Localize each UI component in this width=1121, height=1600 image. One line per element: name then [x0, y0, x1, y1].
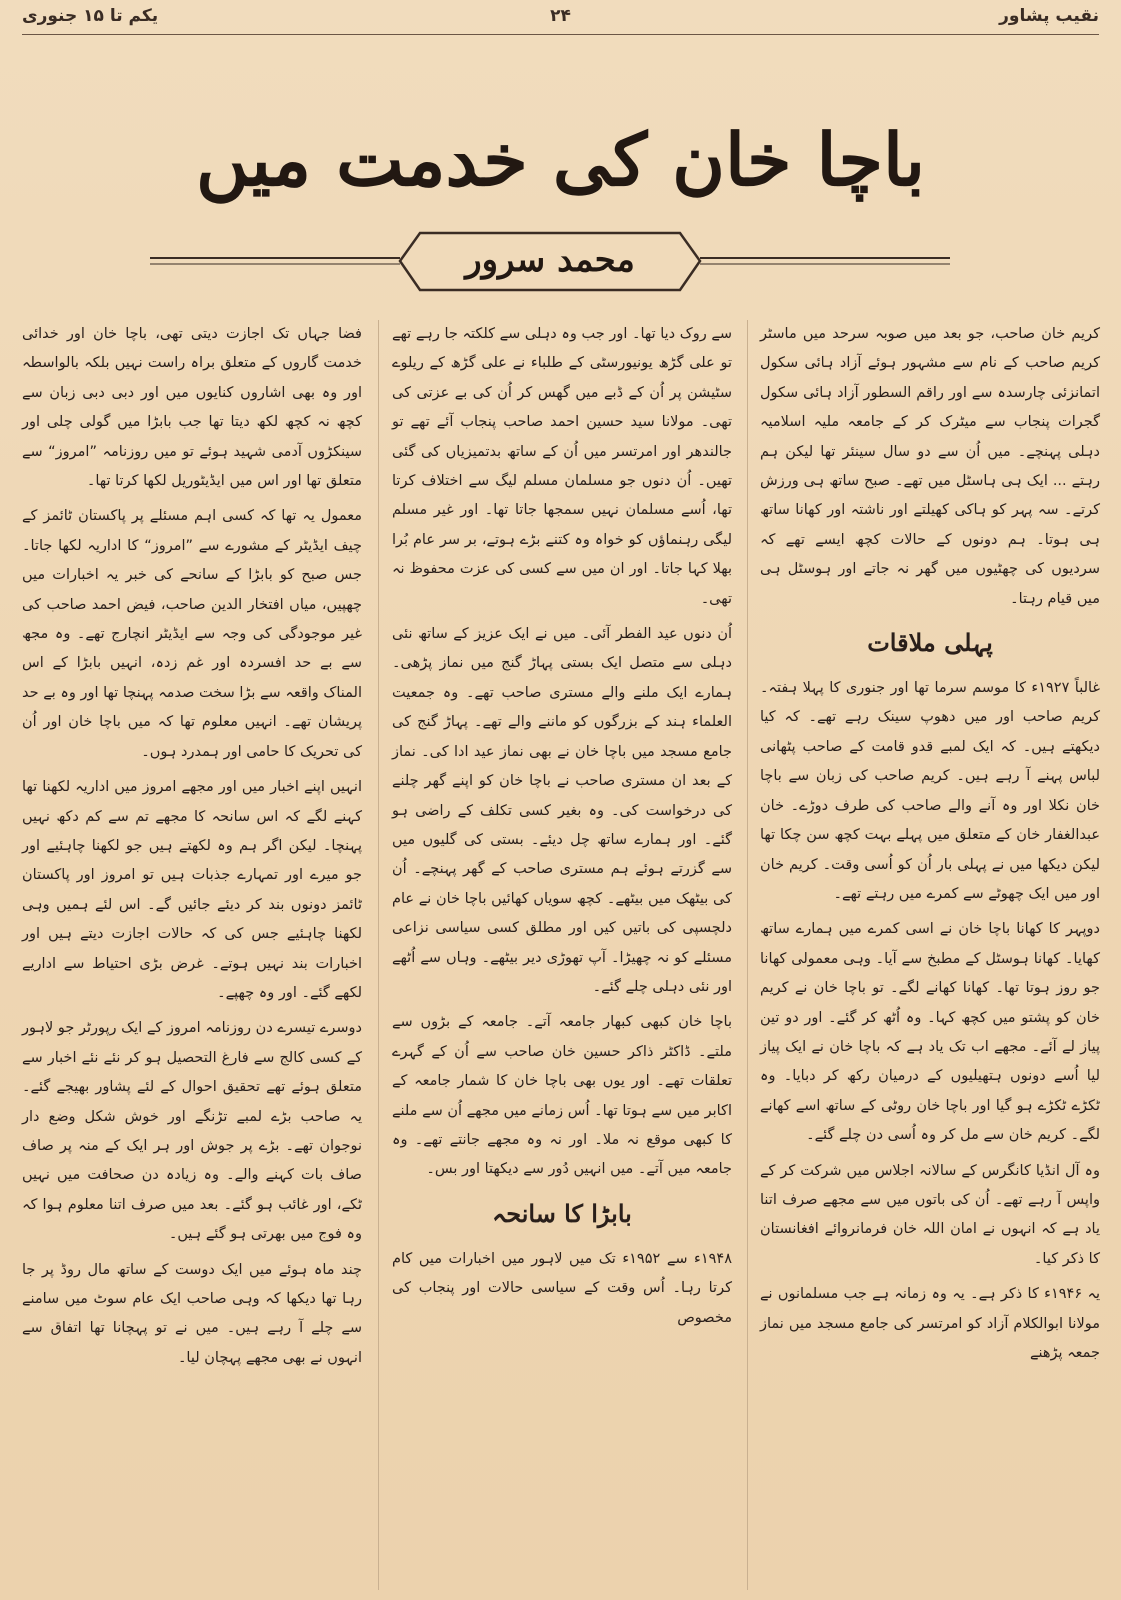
paragraph: معمول یہ تھا کہ کسی اہم مسئلے پر پاکستان ٹائمز کے چیف ایڈیٹر کے مشورے سے ”امروز“ کا اداریہ لکھا جاتا۔ جس صبح کو بابڑا کے سانحے کی خبر یہ اخبارات میں چھپیں، میاں افتخار الدین صاحب، فیض احمد صاحب کی غیر موجودگی کی وجہ سے ایڈیٹر انچارج تھے۔ وہ مجھ سے بے حد افسردہ اور غم زدہ، انہیں بابڑا کے اس المناک واقعہ سے بڑا سخت صدمہ پہنچا تھا اور وہ بے حد پریشان تھے۔ انہیں معلوم تھا کہ میں باچا خان اور اُن کی تحریک کا حامی اور ہمدرد ہوں۔ — [22, 508, 362, 760]
column-middle — [392, 320, 732, 1339]
subheading-babra-tragedy: بابڑا کا سانحہ — [492, 1198, 632, 1228]
header-divider — [22, 34, 1099, 35]
paragraph: سے روک دیا تھا۔ اور جب وہ دہلی سے کلکتہ جا رہے تھے تو علی گڑھ یونیورسٹی کے طلباء نے علی گڑھ کے ریلوے سٹیشن پر اُن کے ڈبے میں گھس کر اُن کی بے عزتی کی تھی۔ مولانا سید حسین احمد صاحب پنجاب آئے تھے تو جالندھر اور امرتسر میں اُن کے ساتھ بدتمیزیاں کی گئی تھیں۔ اُن دنوں جو مسلمان مسلم لیگ سے اختلاف کرتا تھا، اُسے مسلمان نہیں سمجھا جاتا تھا۔ اور غیر مسلم لیگی رہنماؤں کو خواہ وہ کتنے بڑے ہوتے، بر سر عام بُرا بھلا کہا جاتا۔ اور ان میں سے کسی کی عزت محفوظ نہ تھی۔ — [392, 326, 732, 607]
paragraph: دوپہر کا کھانا باچا خان نے اسی کمرے میں ہمارے ساتھ کھایا۔ کھانا ہوسٹل کے مطبخ سے آیا۔ وہی معمولی کھانا جو روز ہوتا تھا۔ کھانا کھانے لگے۔ تو باچا خان نے کریم خان کو پشتو میں کچھ کہا۔ وہ اُٹھ کر گئے۔ اور دو تین پیاز لے آئے۔ مجھے اب تک یاد ہے کہ باچا خان نے ایک پیاز لیا اُسے دونوں ہتھیلیوں کے درمیان رکھ کر دبایا۔ وہ ٹکڑے ٹکڑے ہو گیا اور باچا خان روٹی کے ساتھ اسے کھانے لگے۔ کریم خان سے مل کر وہ اُسی دن چلے گئے۔ — [760, 921, 1100, 1144]
subheading-first-meeting: پہلی ملاقات — [867, 628, 993, 658]
column-left — [22, 320, 362, 1379]
column-divider — [747, 320, 748, 1590]
paragraph: باچا خان کبھی کبھار جامعہ آتے۔ جامعہ کے بڑوں سے ملتے۔ ڈاکٹر ذاکر حسین خان صاحب سے اُن کے گہرے تعلقات تھے۔ اور یوں بھی باچا خان کا شمار جامعہ کے اکابر میں سے ہوتا تھا۔ اُس زمانے میں مجھے اُن سے ملنے کا کبھی موقع نہ ملا۔ اور نہ وہ مجھے جانتے تھے۔ وہ جامعہ میں آتے۔ میں انہیں دُور سے دیکھتا اور بس۔ — [392, 1014, 732, 1178]
paragraph: چند ماہ ہوئے میں ایک دوست کے ساتھ مال روڈ پر جا رہا تھا دیکھا کہ وہی صاحب ایک عام سوٹ میں سامنے سے چلے آ رہے ہیں۔ میں نے تو پہچانا تھا اتفاق سے انہوں نے بھی مجھے پہچان لیا۔ — [22, 1261, 362, 1366]
byline-banner — [150, 228, 950, 298]
page-number: ۲۴ — [550, 6, 571, 26]
paragraph: اُن دنوں عید الفطر آئی۔ میں نے ایک عزیز کے ساتھ نئی دہلی سے متصل ایک بستی پہاڑ گنج میں نماز پڑھی۔ ہمارے ایک ملنے والے مستری صاحب تھے۔ وہ جمعیت العلماء ہند کے بزرگوں کو ماننے والے تھے۔ پہاڑ گنج کی جامع مسجد میں باچا خان نے بھی نماز عید ادا کی۔ نماز کے بعد ان مستری صاحب نے باچا خان کو اپنے گھر چلنے کی درخواست کی۔ وہ بغیر کسی تکلف کے راضی ہو گئے۔ اور ہمارے ساتھ چل دیئے۔ بستی کی گلیوں میں سے گزرتے ہوئے ہم مستری صاحب کے گھر پہنچے۔ اُن کی بیٹھک میں بیٹھے۔ کچھ سویاں کھائیں باچا خان نے عام دلچسپی کی باتیں کیں اور مطلق کسی سیاسی نزاعی مسئلے کو نہ چھیڑا۔ آپ تھوڑی دیر بیٹھے۔ وہاں سے اُٹھے اور نئی دہلی چلے گئے۔ — [392, 626, 732, 995]
paragraph: فضا جہاں تک اجازت دیتی تھی، باچا خان اور خدائی خدمت گاروں کے متعلق براہ راست نہیں بلکہ بالواسطہ اور وہ بھی اشاروں کنایوں میں اور دبی دبی زبان سے کچھ نہ کچھ لکھ دیتا تھا جب بابڑا میں گولی چلی اور سینکڑوں آدمی شہید ہوئے تو میں روزنامہ ”امروز“ سے متعلق تھا اور اس میں ایڈیٹوریل لکھا کرتا تھا۔ — [22, 326, 362, 490]
paragraph: دوسرے تیسرے دن روزنامہ امروز کے ایک رپورٹر جو لاہور کے کسی کالج سے فارغ التحصیل ہو کر نئے نئے اخبار سے متعلق ہوئے تھے تحقیق احوال کے لئے پشاور بھیجے گئے۔ یہ صاحب بڑے لمبے تڑنگے اور خوش شکل وضع دار نوجوان تھے۔ بڑے پر جوش اور ہر ایک کے منہ پر صاف صاف بات کہنے والے۔ وہ زیادہ دن صحافت میں نہیں ٹکے، اور غائب ہو گئے۔ بعد میں صرف اتنا معلوم ہوا کہ وہ فوج میں بھرتی ہو گئے ہیں۔ — [22, 1020, 362, 1243]
paragraph: یہ ۱۹۴۶ء کا ذکر ہے۔ یہ وہ زمانہ ہے جب مسلمانوں نے مولانا ابوالکلام آزاد کو امرتسر کی جامع مسجد میں نماز جمعہ پڑھنے — [760, 1286, 1100, 1361]
column-divider — [378, 320, 379, 1590]
paragraph: کریم خان صاحب، جو بعد میں صوبہ سرحد میں ماسٹر کریم صاحب کے نام سے مشہور ہوئے آزاد ہائی سکول اتمانزئی چارسدہ سے اور راقم السطور آزاد ہائی سکول گجرات پنجاب سے میٹرک کر کے جامعہ ملیہ اسلامیہ دہلی پہنچے۔ میں اُن سے دو سال سینئر تھا لیکن ہم رہتے ... ایک ہی ہاسٹل میں تھے۔ صبح ساتھ ہی ورزش کرتے۔ سہ پہر کو ہاکی کھیلتے اور ناشتہ اور کھانا ساتھ ہی ہوتا۔ ہم دونوں کے حالات کچھ ایسے تھے کہ سردیوں کی چھٹیوں میں گھر نہ جاتے اور ہوسٹل ہی میں قیام رہتا۔ — [760, 326, 1100, 607]
paragraph: انہیں اپنے اخبار میں اور مجھے امروز میں اداریہ لکھنا تھا کہنے لگے کہ اس سانحہ کا مجھے تم سے کم دکھ نہیں پہنچا۔ لیکن اگر ہم وہ لکھتے ہیں جو لکھنا چاہئیے اور جو میرے اور تمہارے جذبات ہیں تو امروز اور پاکستان ٹائمز دونوں بند کر دیئے جائیں گے۔ اس لئے ہمیں وہی لکھنا چاہئیے جس کی کہ حالات اجازت دیتے ہیں اور اخبارات بند نہیں ہوتے۔ غرض بڑی احتیاط سے اداریے لکھے گئے۔ اور وہ چھپے۔ — [22, 779, 362, 1001]
issue-date: یکم تا ۱۵ جنوری — [22, 6, 159, 26]
page-header — [22, 6, 1099, 34]
paragraph: ۱۹۴۸ء سے ۱۹۵۲ء تک میں لاہور میں اخبارات میں کام کرتا رہا۔ اُس وقت کے سیاسی حالات اور پنجاب کی مخصوص — [392, 1250, 732, 1326]
paragraph: غالباً ۱۹۲۷ء کا موسم سرما تھا اور جنوری کا پہلا ہفتہ۔ کریم صاحب اور میں دھوپ سینک رہے تھے۔ کہ کیا دیکھتے ہیں۔ کہ ایک لمبے قدو قامت کے صاحب پٹھانی لباس پہنے آ رہے ہیں۔ کریم صاحب کی زبان سے باچا خان نکلا اور وہ آنے والے صاحب کی طرف دوڑے۔ خان عبدالغفار خان کے متعلق میں پہلے بہت کچھ سن چکا تھا لیکن دیکھا میں نے پہلی بار اُن کو اُسی وقت۔ کریم خان اور میں ایک چھوٹے سے کمرے میں رہتے تھے۔ — [760, 680, 1100, 902]
publication-name: نقیب پشاور — [999, 6, 1099, 26]
author-name: محمد سرور — [465, 240, 635, 280]
article-title: باچا خان کی خدمت میں — [196, 117, 925, 202]
paragraph: وہ آل انڈیا کانگرس کے سالانہ اجلاس میں شرکت کر کے واپس آ رہے تھے۔ اُن کی باتوں میں سے مجھے صرف اتنا یاد ہے کہ انہوں نے امان اللہ خان فرمانروائے افغانستان کا ذکر کیا۔ — [760, 1162, 1100, 1267]
column-right — [760, 320, 1100, 1374]
